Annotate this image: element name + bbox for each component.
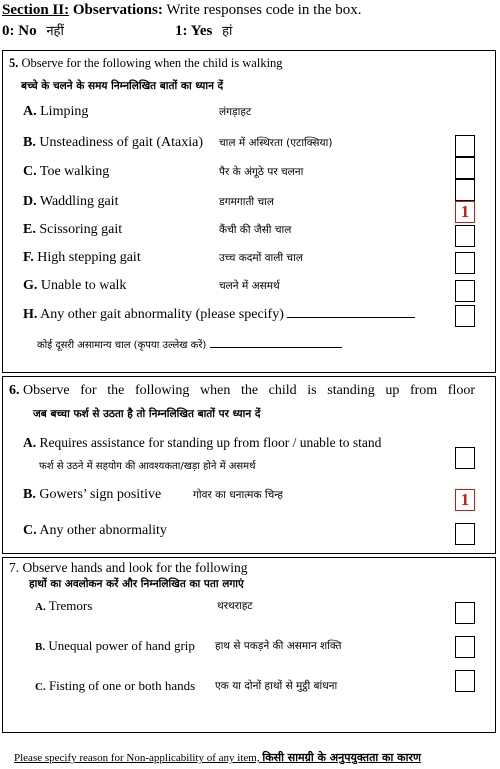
code-yes-hindi: हां	[222, 24, 233, 39]
code-no: 0: No	[2, 23, 37, 39]
response-box-5c[interactable]	[455, 179, 475, 201]
sec5-item-d: D. Waddling gait	[23, 194, 119, 209]
response-box-7c[interactable]	[455, 670, 475, 692]
item-key: H.	[23, 307, 38, 322]
code-yes: 1: Yes	[175, 23, 213, 39]
sec5-item-hindi: चाल में अस्थिरता (एटाक्सिया)	[219, 137, 333, 149]
sec5-item-hindi: चलने में असमर्थ	[219, 280, 280, 292]
sec5-other-hindi: कोई दूसरी असामान्य चाल (कृपया उल्लेख करें)	[37, 335, 342, 356]
sec5-item-hindi: डगमगाती चाल	[219, 196, 274, 208]
sec5-item-f: F. High stepping gait	[23, 250, 141, 265]
response-box-5e[interactable]	[455, 225, 475, 247]
sec6-item-b: B. Gowers’ sign positive	[23, 487, 162, 502]
footer-note	[14, 750, 421, 765]
response-box-5g[interactable]	[455, 280, 475, 302]
sec7-item-hindi: हाथ से पकड़ने की असमान शक्ति	[215, 640, 342, 652]
sec7-title: 7. Observe hands and look for the following	[9, 560, 248, 575]
section-7	[2, 557, 496, 733]
sec5-title-hindi: बच्चे के चलने के समय निम्नलिखित बातों का ध्यान दें	[21, 80, 224, 92]
response-box-5f[interactable]	[455, 252, 475, 274]
response-box-6a[interactable]	[455, 447, 475, 469]
sec6-title: 6. Observe for the following when the child is standing up from floor	[9, 383, 475, 398]
sec5-item-hindi: कैंची की जैसी चाल	[219, 224, 292, 236]
sec7-item-c: C. Fisting of one or both hands	[35, 678, 196, 693]
response-box-6c[interactable]	[455, 523, 475, 545]
sec6-item-a-hindi: फर्श से उठने में सहयोग की आवश्यकता/खड़ा होने में असमर्थ	[39, 461, 256, 472]
sec5-item-e: E. Scissoring gait	[23, 222, 123, 237]
sec7-item-b: B. Unequal power of hand grip	[35, 638, 195, 653]
sec6-title-hindi: जब बच्चा फर्श से उठता है तो निम्नलिखित बातों पर ध्यान दें	[33, 408, 261, 420]
sec7-item-hindi: एक या दोनों हाथों से मुट्ठी बांधना	[215, 680, 338, 692]
sec5-item-c: C. Toe walking	[23, 164, 110, 179]
specify-line-hindi[interactable]	[210, 335, 342, 348]
sec7-title-hindi: हाथों का अवलोकन करें और निम्नलिखित का पता लगाएं	[29, 578, 244, 590]
response-box-5a[interactable]	[455, 135, 475, 157]
section-label: Section II:	[2, 2, 70, 18]
footer-text-hindi: किसी सामग्री के अनुपयुक्तता का कारण	[262, 751, 421, 764]
instruction-text: Write responses code in the box.	[166, 2, 362, 18]
section-6	[2, 376, 496, 554]
code-no-hindi: नहीं	[46, 24, 64, 39]
sec7-item-a: A. Tremors	[35, 598, 93, 613]
response-box-7b[interactable]	[455, 636, 475, 658]
sec5-item-hindi: उच्च कदमों वाली चाल	[219, 252, 303, 264]
observations-label: Observations:	[72, 2, 163, 18]
sec6-item-b-hindi: गोवर का धनात्मक चिन्ह	[193, 489, 283, 501]
footer-text: Please specify reason for Non-applicability of any item,	[14, 752, 260, 764]
sec5-title: 5. Observe for the following when the child is walking	[9, 56, 283, 70]
specify-line[interactable]	[287, 305, 415, 318]
code-legend-yes	[175, 21, 232, 40]
response-box-other[interactable]	[455, 305, 475, 327]
sec5-item-g: G. Unable to walk	[23, 278, 127, 293]
sec5-item-hindi: लंगड़ाहट	[219, 106, 252, 118]
response-box-5b[interactable]	[455, 157, 475, 179]
sec5-item-a: A. Limping	[23, 104, 89, 119]
sec5-item-hindi: पैर के अंगूठे पर चलना	[219, 166, 304, 178]
sec5-item-other	[23, 305, 415, 325]
response-box-7a[interactable]	[455, 602, 475, 624]
response-box-6b[interactable]: 1	[455, 489, 475, 511]
sec7-item-hindi: थरथराहट	[217, 600, 253, 612]
sec5-item-b: B. Unsteadiness of gait (Ataxia)	[23, 135, 204, 150]
item-label: Any other gait abnormality (please specify)	[40, 307, 284, 322]
sec6-item-c: C. Any other abnormality	[23, 523, 167, 538]
code-legend	[2, 21, 64, 40]
sec6-item-a: A. Requires assistance for standing up from floor / unable to stand	[23, 435, 382, 450]
section-5	[2, 50, 496, 373]
response-box-5d[interactable]: 1	[455, 201, 475, 223]
section-header	[2, 2, 362, 19]
